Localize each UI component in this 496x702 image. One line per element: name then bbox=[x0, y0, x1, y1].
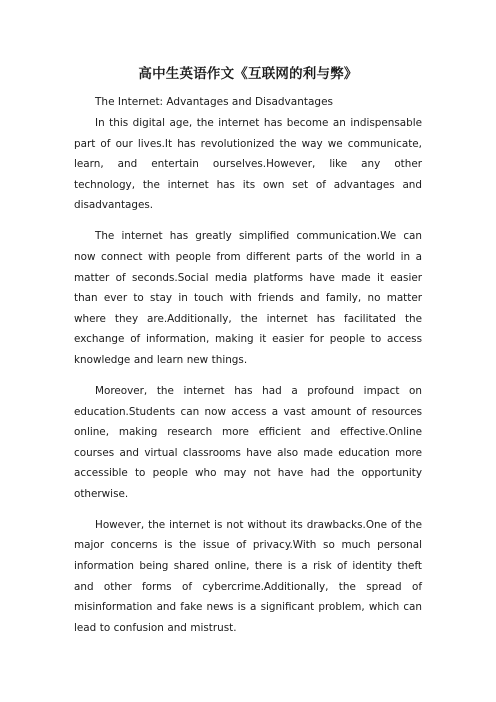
essay-subtitle: The Internet: Advantages and Disadvantages bbox=[95, 96, 333, 108]
paragraph-4: However, the internet is not without its drawbacks.One of the major concerns is the issue of privacy.With so much personal information being shared online, there is a risk of identity theft and other forms of cybercrime.Additionally, the spread of misinformation and fake news is a significant problem, which can lead to confusion and mistrust. bbox=[74, 518, 422, 634]
paragraph-3: Moreover, the internet has had a profound impact on education.Students can now access a vast amount of resources online, making research more efficient and effective.Online courses and virtual classrooms have also made education more accessible to people who may not have had the opportunity otherwise. bbox=[74, 384, 422, 500]
paragraph-1: In this digital age, the internet has become an indispensable part of our lives.It has revolutionized the way we communicate, learn, and entertain ourselves.However, like any other technology, the internet has its own set of advantages and disadvantages. bbox=[74, 117, 422, 212]
paragraph-2: The internet has greatly simplified communication.We can now connect with people from different parts of the world in a matter of seconds.Social media platforms have made it easier than ever to stay in touch with friends and family, no matter where they are.Additionally, the internet has facilitated the exchange of information, making it easier for people to access knowledge and learn new things. bbox=[74, 230, 422, 366]
document-title: 高中生英语作文《互联网的利与弊》 bbox=[138, 66, 358, 82]
